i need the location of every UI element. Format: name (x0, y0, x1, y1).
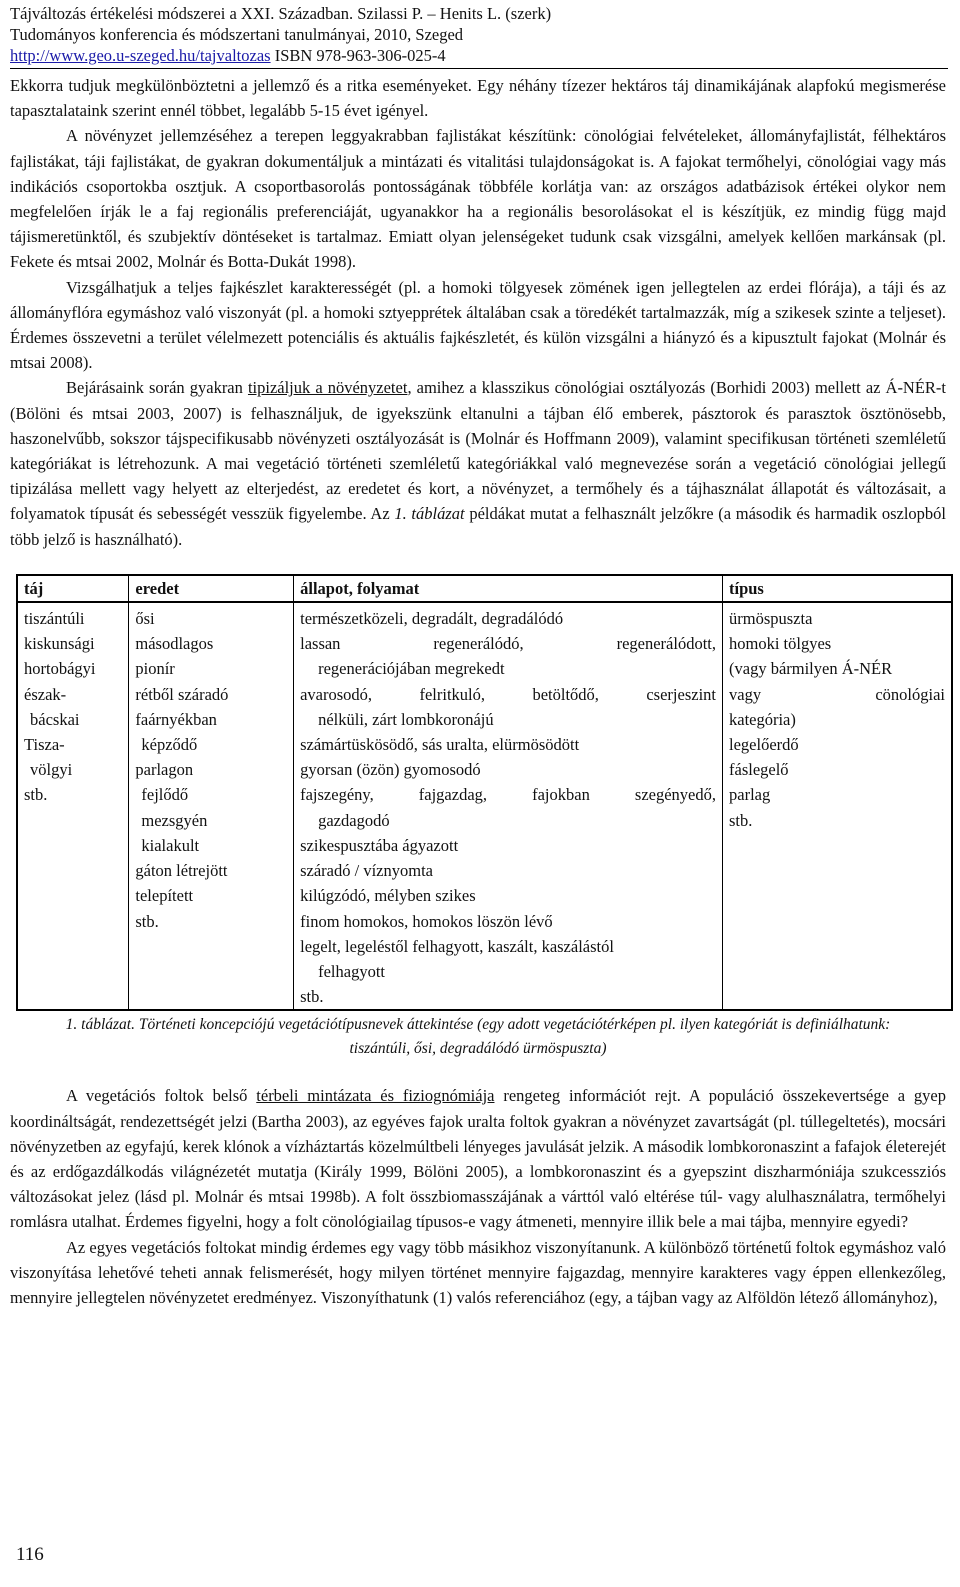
allapot-item: szikespusztába ágyazott (300, 835, 459, 855)
eredet-item: gáton létrejött (135, 861, 228, 881)
vegetation-table (16, 574, 953, 1011)
eredet-item: mezsgyén (141, 810, 208, 830)
tipus-item: kategória) (729, 709, 796, 729)
column-tipus (723, 602, 953, 1010)
paragraph-3-underlined: tipizáljuk a növényzetet (247, 378, 408, 398)
header-title: Tájváltozás értékelési módszerei a XXI. Században. Szilassi P. – Henits L. (szerk) (10, 4, 552, 23)
allapot-item: finom homokos, homokos löszön lévő (300, 911, 553, 931)
column-eredet (129, 602, 294, 1010)
taj-item: stb. (24, 785, 48, 805)
header-tipus: típus (723, 575, 953, 602)
taj-item: Tisza- (24, 735, 65, 755)
header-rule (10, 68, 948, 69)
header-isbn: ISBN 978-963-306-025-4 (270, 46, 446, 65)
paragraph-4-part-a: A vegetációs foltok belső (66, 1086, 257, 1106)
eredet-item: rétből száradó (135, 684, 229, 704)
taj-item: kiskunsági (24, 634, 95, 654)
page-number: 116 (16, 1544, 44, 1565)
tipus-item: vagy cönológiai (729, 684, 945, 704)
taj-item: völgyi (30, 760, 73, 780)
eredet-item: telepített (135, 886, 194, 906)
allapot-item: avarosodó, felritkuló, betöltődő, cserjeszint (300, 684, 716, 704)
paragraph-3-part-b: , amihez a klasszikus cönológiai osztályozás (Borhidi 2003) mellett az Á-NÉR-t (Bölöni és mtsai 2003, 2007) is felhasználjuk, de igyekszünk eltanulni a tájban élő emberek, pásztorok és parasztok ösztönösebb, haszonelvűbb, sokszor tájspecifikusabb növényzeti osztályozását is (Molnár és Hoffmann 2009), valamint specifikusan történeti szemléletű kategóriákat is létrehozunk. A mai vegetáció történeti szemléletű kategóriákkal való megnevezése során a vegetáció cönológiai jellegű tipizálása mellett vagy helyett az elterjedést, az eredetet és kort, a növényzet, a termőhely és a tájhasználat állapotát és változásait, a folyamatok típusát és sebességét vesszük figyelembe. Az (10, 378, 947, 524)
header-allapot: állapot, folyamat (294, 575, 723, 602)
paragraph-0: Ekkorra tudjuk megkülönböztetni a jellemző és a ritka eseményeket. Egy néhány tízezer hektáros táj dinamikájának alapfokú megismerése tapasztalataink szerint ennél többet, legalább 5-15 évet igényel. (10, 76, 946, 121)
tipus-item: parlag (729, 785, 771, 805)
eredet-item: stb. (135, 911, 159, 931)
allapot-item: természetközeli, degradált, degradálódó (300, 609, 564, 629)
paragraph-3-part-a: Bejárásaink során gyakran (66, 378, 248, 398)
taj-item: észak- (24, 684, 67, 704)
paragraph-3 (10, 375, 946, 551)
allapot-item: regenerációjában megrekedt (318, 659, 505, 679)
paragraph-4-part-b: rengeteg információt rejt. A populáció összekevertsége a gyep koordináltságát, rendezettségét jelzi (Bartha 2003), az egyéves fajok uralta foltok gyakran a növényzet zavartságát (pl. túllegeltetés), mocsári növényzetben az egyfajú, kerek klónok a vízháztartás közelmúltbeli lényeges javulását jelzik. A második lombkoronaszint a fafajok életerejét és az erdőgazdálkodás világnézetét mutatja (Király 1999, Bölöni 2005), a lombkoronaszint és a gyepszint diszharmóniája szukcessziós változásokat jelez (lásd pl. Molnár és mtsai 1998b). A folt összbiomasszájának a várttól való eltérése túl- vagy alulhasználatra, termőhelyi romlásra utalhat. Érdemes figyelni, hogy a folt cönológiailag típusos-e vagy átmeneti, mennyire illik bele a mai tájba, mennyire egyedi? (10, 1086, 946, 1232)
header-link-line (10, 45, 946, 66)
tipus-item: stb. (729, 810, 753, 830)
eredet-item: ősi (135, 609, 155, 629)
allapot-item: lassan regenerálódó, regenerálódott, (300, 634, 716, 654)
taj-item: hortobágyi (24, 659, 96, 679)
taj-item: bácskai (30, 709, 80, 729)
running-header (10, 0, 946, 66)
allapot-item: fajszegény, fajgazdag, fajokban szegényedő, (300, 785, 716, 805)
eredet-item: fejlődő (141, 785, 189, 805)
tipus-item: legelőerdő (729, 735, 799, 755)
allapot-item: gyorsan (özön) gyomosodó (300, 760, 481, 780)
allapot-item: kilúgzódó, mélyben szikes (300, 886, 476, 906)
eredet-item: faárnyékban (135, 709, 217, 729)
tipus-item: ürmöspuszta (729, 609, 813, 629)
eredet-item: kialakult (141, 835, 200, 855)
eredet-item: képződő (141, 735, 198, 755)
allapot-item: számártüskösödő, sás uralta, elürmösödött (300, 735, 580, 755)
paragraph-5: Az egyes vegetációs foltokat mindig érdemes egy vagy több másikhoz viszonyítanunk. A különböző történetű foltok egymáshoz való viszonyítása lehetővé teheti annak felismerését, hogy milyen történet mennyire fajgazdag, mennyire karakteres vagy éppen ellenkezőleg, mennyire jellegtelen növényzetet eredményez. Viszonyíthatunk (1) valós referenciához (egy, a tájban vagy az Alföldön létező állományhoz), (10, 1237, 946, 1307)
tipus-item: homoki tölgyes (729, 634, 832, 654)
table-row (17, 602, 952, 1010)
allapot-item: nélküli, zárt lombkoronájú (318, 709, 494, 729)
eredet-item: parlagon (135, 760, 194, 780)
taj-item: tiszántúli (24, 609, 85, 629)
allapot-item: legelt, legeléstől felhagyott, kaszált, kaszálástól (300, 936, 614, 956)
document-page (10, 0, 946, 1310)
paragraph-3-table-ref: 1. táblázat (394, 504, 465, 524)
allapot-item: felhagyott (318, 961, 386, 981)
paragraph-4-underlined: térbeli mintázata és fiziognómiája (256, 1086, 495, 1106)
column-taj (17, 602, 129, 1010)
eredet-item: pionír (135, 659, 175, 679)
paragraph-3-part-c: példákat mutat a felhasznált jelzőkre (a második és harmadik oszlopból több jelző is használható). (10, 504, 946, 549)
tipus-item: (vagy bármilyen Á-NÉR (729, 659, 893, 679)
paragraph-2: Vizsgálhatjuk a teljes fajkészlet karakterességét (pl. a homoki tölgyesek zömének igen jellegtelen az erdei flórája), a táji és az állományflóra egymáshoz való viszonyát (pl. a homoki sztyepprétek általában csak a töredékét tartalmazzák, míg a szikesek szinte a teljeset). Érdemes összevetni a terület vélelmezett potenciális és aktuális fajkészletét, és külön vizsgálni a hiányzó és a kipusztult fajokat (Molnár és mtsai 2008). (10, 277, 946, 373)
header-url-link[interactable]: http://www.geo.u-szeged.hu/tajvaltozas (10, 46, 271, 65)
allapot-item: stb. (300, 987, 324, 1007)
header-subtitle: Tudományos konferencia és módszertani tanulmányai, 2010, Szeged (10, 25, 464, 44)
table-header-row (17, 575, 952, 602)
tipus-item: fáslegelő (729, 760, 789, 780)
column-allapot (294, 602, 723, 1010)
table-caption: 1. táblázat. Történeti koncepciójú vegetációtípusnevek áttekintése (egy adott vegetációtérképen pl. ilyen kategóriát is definiálhatunk: tiszántúli, ősi, degradálódó ürmöspuszta) (65, 1016, 891, 1058)
allapot-item: gazdagodó (318, 810, 390, 830)
paragraph-1: A növényzet jellemzéséhez a terepen leggyakrabban fajlistákat készítünk: cönológiai felvételeket, állományfajlistát, félhektáros fajlistákat, táji fajlistákat, de gyakran dokumentáljuk a mintázati és vitalitási tulajdonságokat is. A fajokat termőhelyi, cönológiai vagy más indikációs csoportokba osztjuk. A csoportbasorolás pontosságának többféle korlátja van: az országos adatbázisok értékei olykor nem megfelelően írják le a faj regionális preferenciáját, ugyanakkor ha a regionális besorolásokat el is készítjük, ez mindig függ majd tájismeretünktől, és szubjektív döntéseket is tartalmaz. Emiatt olyan jelenségeket tudunk csak vizsgálni, amelyek kellően markánsak (pl. Fekete és mtsai 2002, Molnár és Botta-Dukát 1998). (10, 126, 946, 272)
paragraph-4 (10, 1083, 946, 1234)
header-eredet: eredet (129, 575, 294, 602)
header-taj: táj (17, 575, 129, 602)
allapot-item: száradó / víznyomta (300, 861, 433, 881)
eredet-item: másodlagos (135, 634, 214, 654)
